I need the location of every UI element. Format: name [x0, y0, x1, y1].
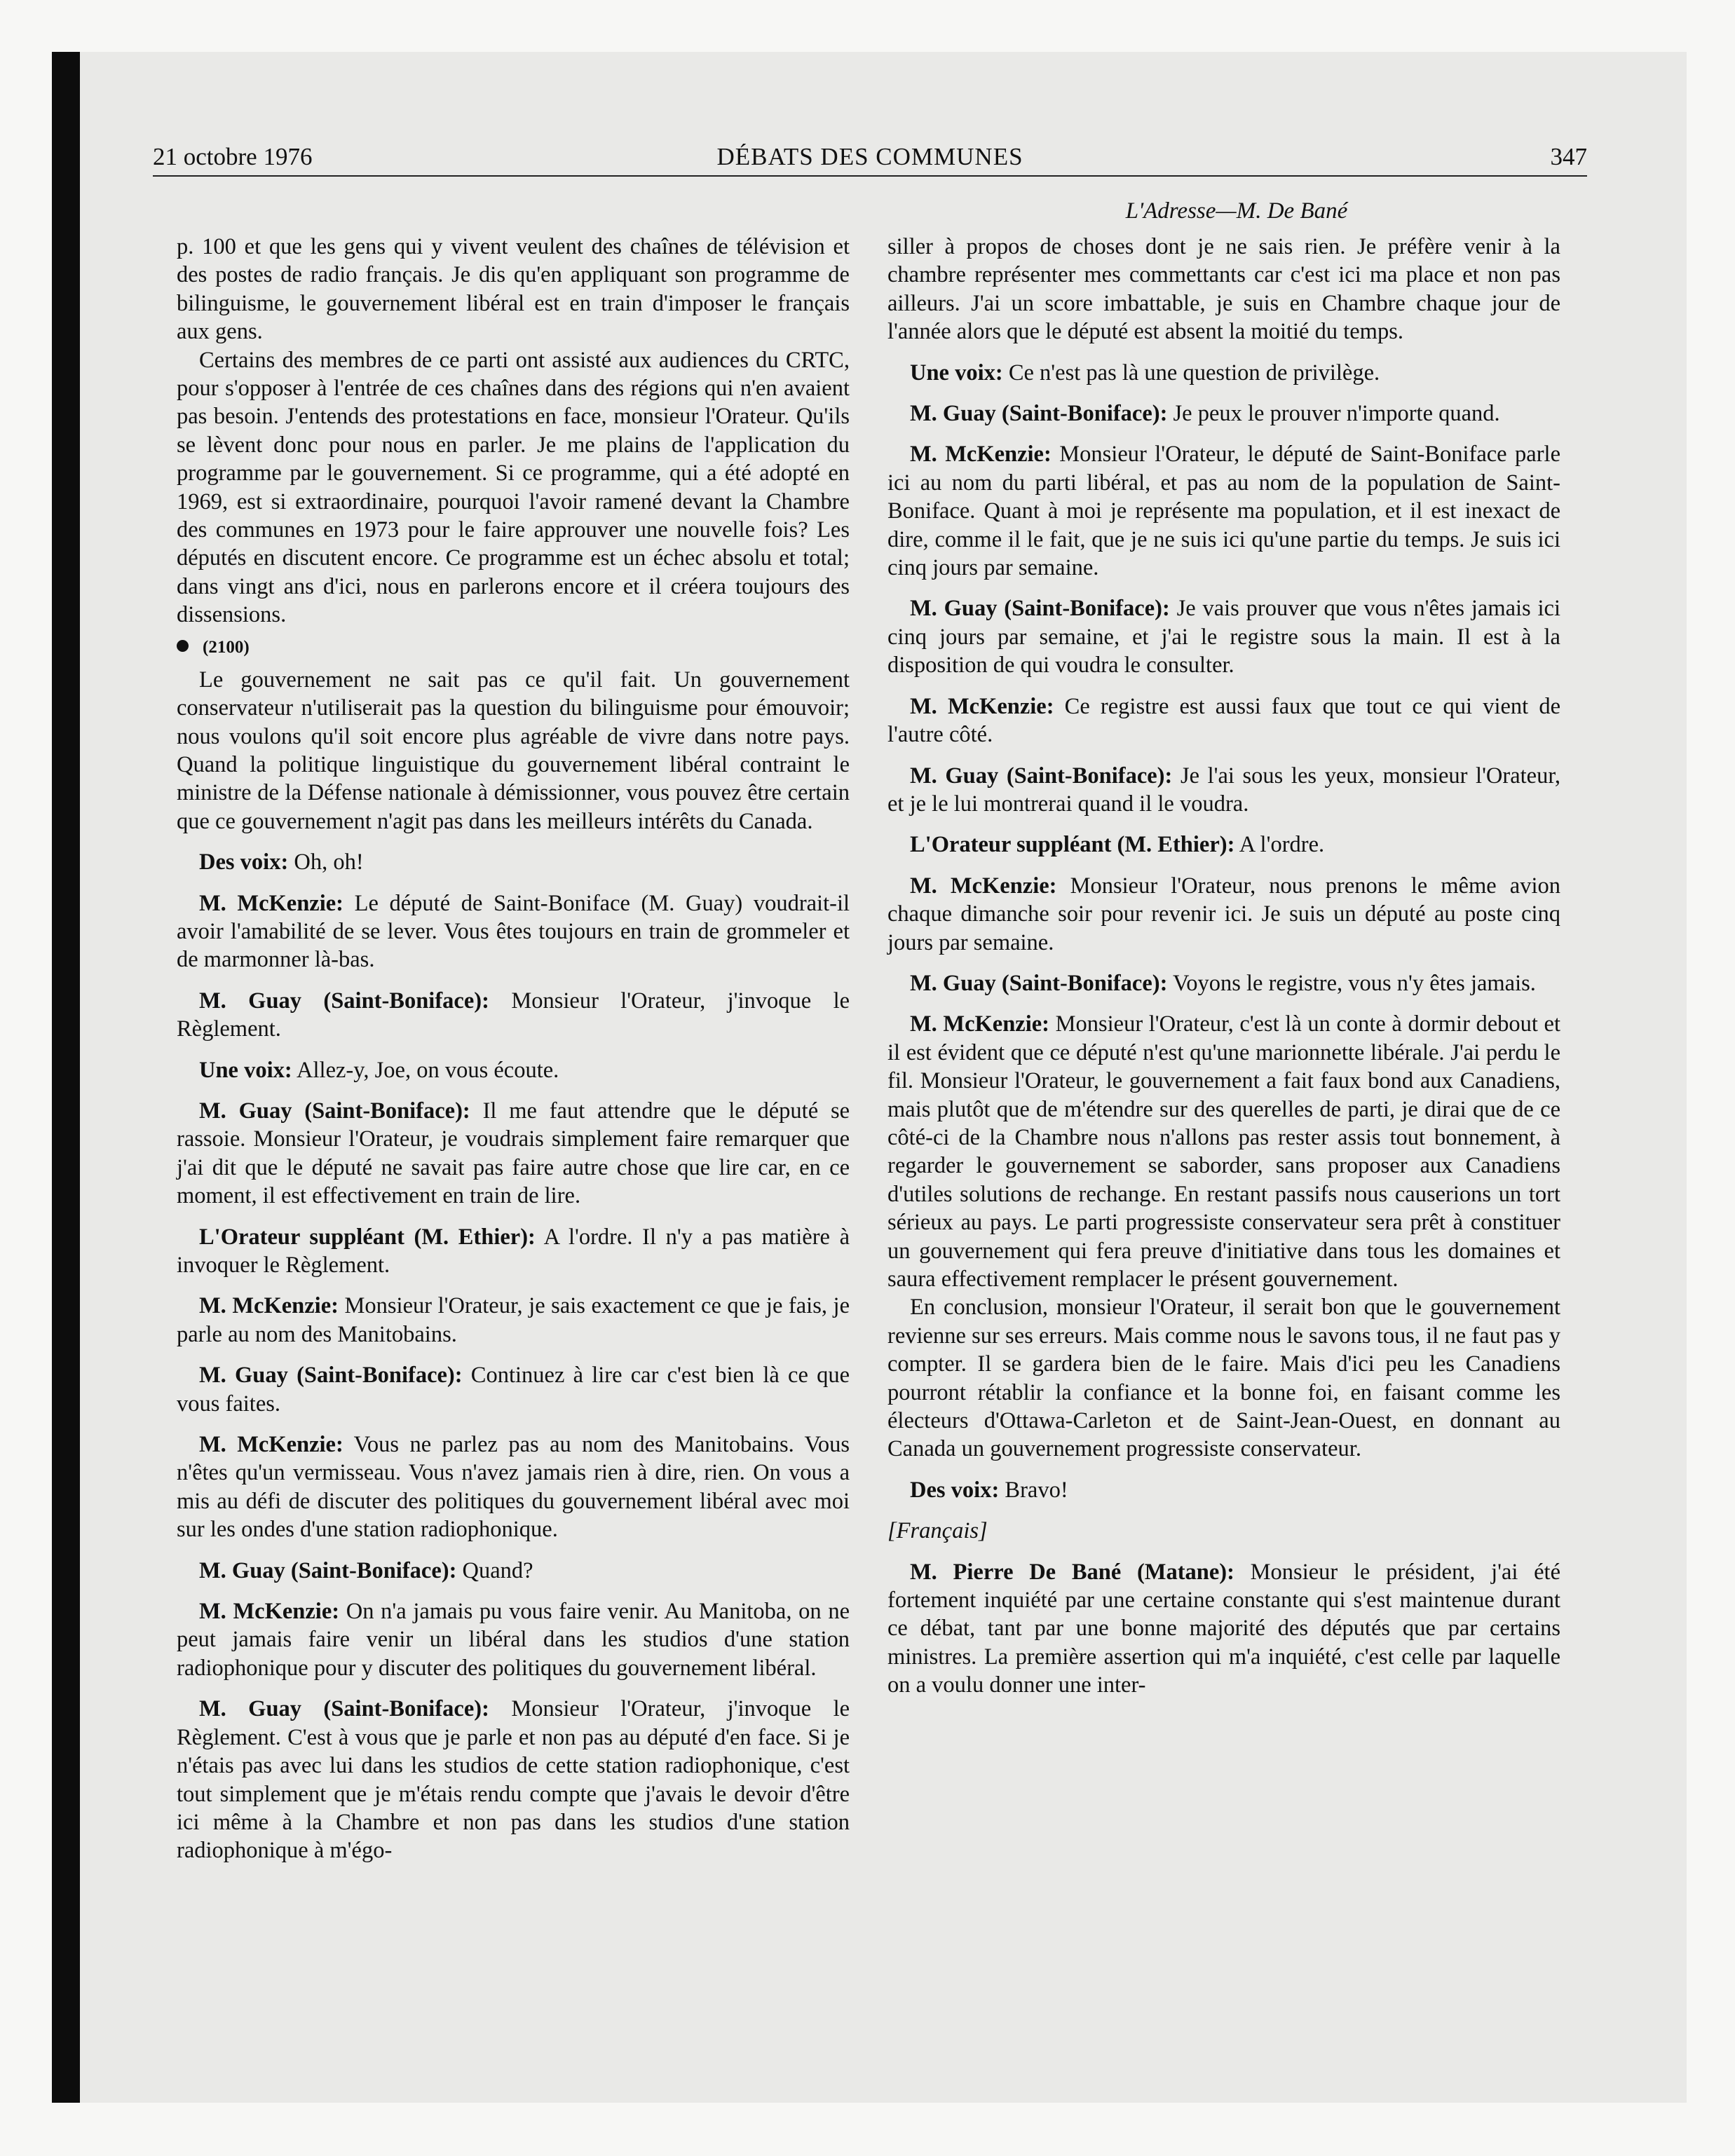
- speaker-name: Une voix:: [199, 1057, 292, 1083]
- speaker-name: M. McKenzie:: [199, 1432, 343, 1458]
- paragraph-text: Monsieur le président, j'ai été fortement inquiété par une certaine constante qui s'est maintenue durant ce débat, tant par une bonne majorité des députés que par certains ministres. La première assertion qui m'a inquiété, c'est celle par laquelle on a voulu donner une inter-: [887, 1559, 1560, 1698]
- paragraph: [177, 1361, 850, 1418]
- paragraph-text: Certains des membres de ce parti ont assisté aux audiences du CRTC, pour s'opposer à l'entrée de ces chaînes dans des régions qui n'en avaient pas besoin. J'entends des protestations en face, monsieur l'Orateur. Qu'ils se lèvent donc pour nous en parler. Je me plains de l'application du programme par le gouvernement. Si ce programme, qui a été adopté en 1969, est si extraordinaire, pourquoi l'avoir ramené devant la Chambre des communes en 1973 pour le faire approuver une nouvelle fois? Les députés en discutent encore. Ce programme est un échec absolu et total; dans vingt ans d'ici, nous en parlerons encore et il créera toujours des dissensions.: [177, 347, 850, 628]
- bullet-icon: [177, 640, 189, 652]
- paragraph-text: Monsieur l'Orateur, le député de Saint-Boniface parle ici au nom du parti libéral, et pas au nom de la population de Saint-Boniface. Quant à moi je représente ma population, et il est inexact de dire, comme il le fait, que je ne suis ici qu'une partie du temps. Je suis ici cinq jours par semaine.: [887, 442, 1560, 581]
- paragraph-text: A l'ordre.: [1239, 832, 1325, 858]
- time-stamp-text: (2100): [203, 637, 250, 657]
- paragraph: [887, 969, 1560, 997]
- running-head: L'Adresse—M. De Bané: [1125, 198, 1348, 224]
- speaker-name: L'Orateur suppléant (M. Ethier):: [199, 1224, 536, 1250]
- paragraph: [887, 831, 1560, 859]
- paragraph: [887, 762, 1560, 819]
- paragraph-text: Ce n'est pas là une question de privilège.: [1008, 360, 1380, 386]
- scan-binding-edge: [52, 52, 80, 2103]
- paragraph-text: Allez-y, Joe, on vous écoute.: [297, 1057, 559, 1083]
- speaker-name: M. McKenzie:: [199, 1293, 339, 1319]
- paragraph: [887, 359, 1560, 387]
- header-rule: [153, 175, 1587, 177]
- paragraph: [177, 987, 850, 1044]
- paragraph: [177, 1597, 850, 1682]
- paragraph: [887, 400, 1560, 428]
- paragraph: [887, 1558, 1560, 1700]
- paragraph-text: Bravo!: [1005, 1477, 1068, 1503]
- paragraph-text: siller à propos de choses dont je ne sais rien. Je préfère venir à la chambre représenter mes commettants car c'est ici ma place et non pas ailleurs. J'ai un score imbattable, je suis en Chambre chaque jour de l'année alors que le député est absent la moitié du temps.: [887, 234, 1560, 345]
- paragraph: [887, 1476, 1560, 1504]
- speaker-name: M. Guay (Saint-Boniface):: [910, 970, 1168, 996]
- speaker-name: M. McKenzie:: [910, 873, 1057, 899]
- paragraph: [887, 233, 1560, 346]
- paragraph: [887, 692, 1560, 749]
- paragraph-text: Oh, oh!: [294, 850, 364, 875]
- speaker-name: M. McKenzie:: [910, 442, 1052, 468]
- paragraph-text: Monsieur l'Orateur, c'est là un conte à dormir debout et il est évident que ce député n'est qu'une marionnette libérale. J'ai perdu le fil. Monsieur l'Orateur, le gouvernement a fait faux bond aux Canadiens, mais plutôt que de m'étendre sur des querelles de parti, je dirai que de ce côté-ci de la Chambre nous n'allons pas rester assis tout bonnement, à regarder le gouvernement se saborder, sans proposer aux Canadiens d'utiles solutions de rechange. En restant passifs nous causerions un tort sérieux au pays. Le parti progressiste conservateur sera prêt à constituer un gouvernement qui fera preuve d'initiative dans tous les domaines et saura effectivement remplacer le présent gouvernement.: [887, 1011, 1560, 1292]
- language-note: [Français]: [887, 1518, 988, 1544]
- paragraph-text: Le gouvernement ne sait pas ce qu'il fait. Un gouvernement conservateur n'utiliserait pas la question du bilinguisme pour émouvoir; nous voulons qu'il soit encore plus agréable de vivre dans notre pays. Quand la politique linguistique du gouvernement libéral contraint le ministre de la Défense nationale à démissionner, vous pouvez être certain que ce gouvernement n'agit pas dans les meilleurs intérêts du Canada.: [177, 667, 850, 834]
- paragraph-text: Monsieur l'Orateur, j'invoque le Règlement. C'est à vous que je parle et non pas au député d'en face. Si je n'étais pas avec lui dans les studios de cette station radiophonique, c'est tout simplement que je m'étais rendu compte que j'avais le devoir d'être ici même à la Chambre et non pas dans les studios d'une station radiophonique à m'égo-: [177, 1696, 850, 1864]
- speaker-name: M. Guay (Saint-Boniface):: [199, 988, 489, 1014]
- speaker-name: M. McKenzie:: [910, 1011, 1049, 1037]
- paragraph-text: Monsieur l'Orateur, je sais exactement ce que je fais, je parle au nom des Manitobains.: [177, 1293, 850, 1347]
- paragraph-text: A l'ordre. Il n'y a pas matière à invoquer le Règlement.: [177, 1224, 850, 1278]
- paragraph: [887, 872, 1560, 957]
- speaker-name: M. Guay (Saint-Boniface):: [199, 1098, 470, 1124]
- paragraph-text: p. 100 et que les gens qui y vivent veulent des chaînes de télévision et des postes de radio français. Je dis qu'en appliquant son programme de bilinguisme, le gouvernement libéral est en train d'imposer le français aux gens.: [177, 234, 850, 345]
- speaker-name: M. Guay (Saint-Boniface):: [910, 763, 1173, 789]
- paragraph: [887, 1293, 1560, 1463]
- paragraph: [177, 889, 850, 974]
- paragraph-text: Voyons le registre, vous n'y êtes jamais.: [1172, 970, 1536, 996]
- speaker-name: M. Guay (Saint-Boniface):: [199, 1363, 463, 1389]
- speaker-name: M. Pierre De Bané (Matane):: [910, 1559, 1234, 1585]
- left-column: [177, 233, 850, 1865]
- time-stamp: [177, 634, 850, 662]
- paragraph-text: Continuez à lire car c'est bien là ce que vous faites.: [177, 1363, 850, 1417]
- speaker-name: M. Guay (Saint-Boniface):: [910, 401, 1168, 427]
- speaker-name: Des voix:: [910, 1477, 1000, 1503]
- paragraph: [177, 1431, 850, 1544]
- speaker-name: M. Guay (Saint-Boniface):: [199, 1557, 457, 1583]
- header-title: DÉBATS DES COMMUNES: [716, 143, 1023, 170]
- paragraph: [177, 1223, 850, 1280]
- paragraph-text: Monsieur l'Orateur, nous prenons le même avion chaque dimanche soir pour revenir ici. Je suis un député au poste cinq jours par semaine.: [887, 873, 1561, 955]
- paragraph: [177, 1557, 850, 1585]
- speaker-name: M. McKenzie:: [910, 693, 1054, 719]
- paragraph: [887, 594, 1560, 679]
- paragraph-text: Je peux le prouver n'importe quand.: [1173, 401, 1500, 427]
- paragraph: [177, 666, 850, 835]
- speaker-name: Des voix:: [199, 850, 289, 875]
- speaker-name: Une voix:: [910, 360, 1003, 386]
- paragraph-text: En conclusion, monsieur l'Orateur, il serait bon que le gouvernement revienne sur ses erreurs. Mais comme nous le savons tous, il ne faut pas y compter. Il se gardera bien de le faire. Mais d'ici peu les Canadiens pourront rétablir la confiance et la bonne foi, en faisant comme les électeurs d'Ottawa-Carleton et de Saint-Jean-Ouest, en donnant au Canada un gouvernement progressiste conservateur.: [887, 1295, 1560, 1462]
- speaker-name: L'Orateur suppléant (M. Ethier):: [910, 832, 1235, 858]
- paragraph-text: Je l'ai sous les yeux, monsieur l'Orateur, et je le lui montrerai quand il le voudra.: [887, 763, 1560, 817]
- paragraph-text: On n'a jamais pu vous faire venir. Au Manitoba, on ne peut jamais faire venir un libéral dans les studios d'une station radiophonique pour y discuter des politiques du gouvernement libéral.: [177, 1599, 850, 1681]
- paragraph: [177, 1097, 850, 1210]
- paragraph: [887, 440, 1560, 582]
- speaker-name: M. Guay (Saint-Boniface):: [199, 1696, 489, 1722]
- paragraph: [177, 1695, 850, 1864]
- page-number: 347: [1550, 143, 1587, 170]
- right-column: [887, 233, 1560, 1700]
- paragraph: [177, 1056, 850, 1084]
- paragraph: [177, 346, 850, 629]
- paragraph-text: Ce registre est aussi faux que tout ce qui vient de l'autre côté.: [887, 693, 1560, 748]
- paragraph-text: Quand?: [462, 1557, 533, 1583]
- speaker-name: M. McKenzie:: [199, 1599, 340, 1625]
- paragraph: [887, 1010, 1560, 1293]
- paragraph: [177, 233, 850, 346]
- paragraph-text: Je vais prouver que vous n'êtes jamais ici cinq jours par semaine, et j'ai le registre sous la main. Il est à la disposition de qui voudra le consulter.: [887, 596, 1560, 678]
- paragraph-text: Il me faut attendre que le député se rassoie. Monsieur l'Orateur, je voudrais simplement faire remarquer que j'ai dit que le député ne savait pas faire autre chose que lire car, en ce moment, il est effectivement en train de lire.: [177, 1098, 850, 1209]
- paragraph-text: Le député de Saint-Boniface (M. Guay) voudrait-il avoir l'amabilité de se lever. Vous êtes toujours en train de grommeler et de marmonner là-bas.: [177, 890, 850, 973]
- page-header: [153, 139, 1587, 175]
- paragraph: [177, 1292, 850, 1349]
- paragraph: [177, 848, 850, 876]
- header-date: 21 octobre 1976: [153, 143, 313, 170]
- paragraph-text: Monsieur l'Orateur, j'invoque le Règlement.: [177, 988, 850, 1042]
- speaker-name: M. McKenzie:: [199, 890, 343, 916]
- speaker-name: M. Guay (Saint-Boniface):: [910, 596, 1170, 622]
- paragraph-text: Vous ne parlez pas au nom des Manitobains. Vous n'êtes qu'un vermisseau. Vous n'avez jamais rien à dire, rien. On vous a mis au défi de discuter des politiques du gouvernement libéral avec moi sur les ondes d'une station radiophonique.: [177, 1432, 850, 1543]
